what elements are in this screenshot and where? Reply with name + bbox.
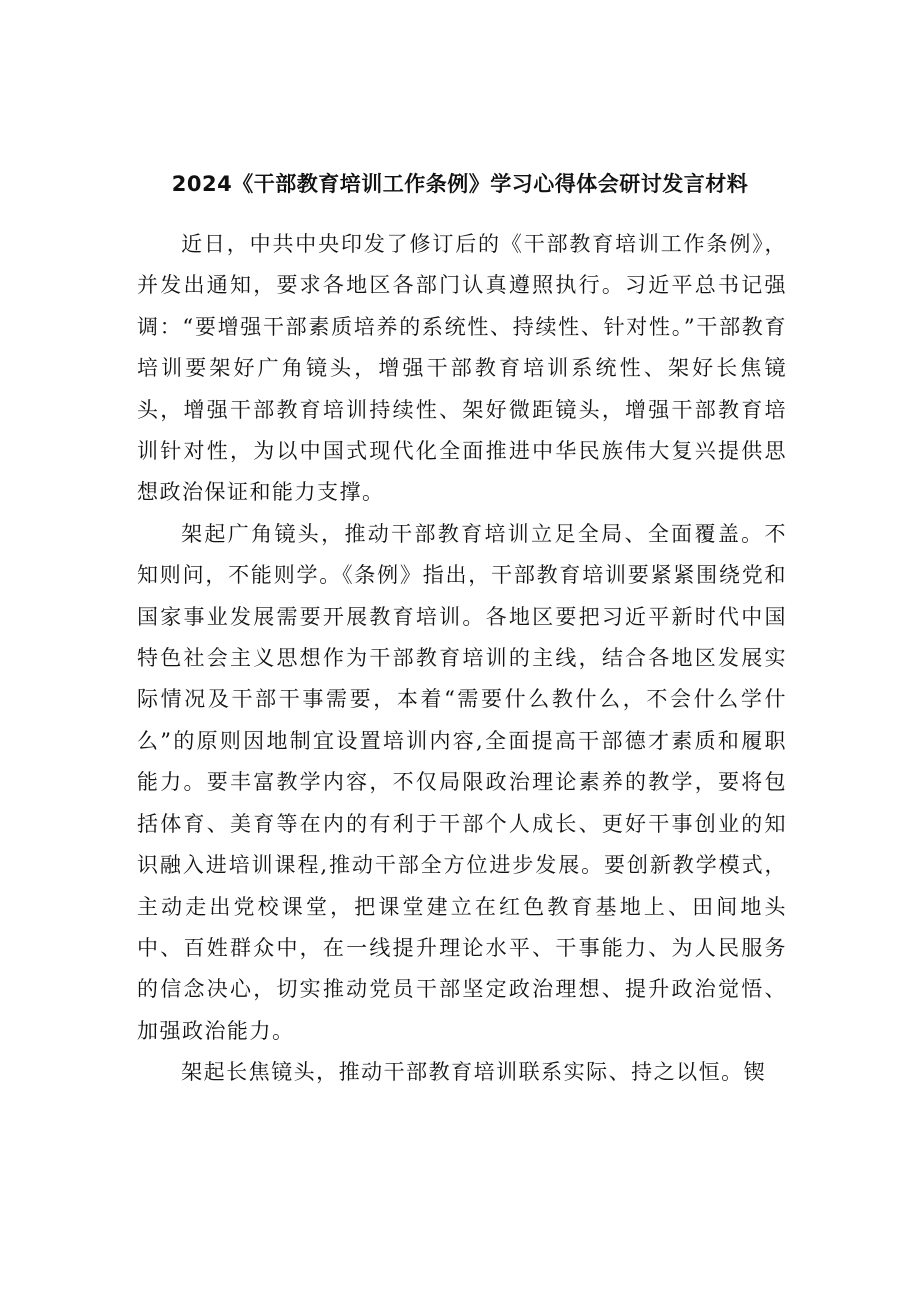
document-title: 2024《干部教育培训工作条例》学习心得体会研讨发言材料 [171,172,749,196]
paragraph-1: 近日，中共中央印发了修订后的《干部教育培训工作条例》，并发出通知，要求各地区各部门认真遵照执行。习近平总书记强调：“要增强干部素质培养的系统性、持续性、针对性。”干部教育培训要架好广角镜头，增强干部教育培训系统性、架好长焦镜头，增强干部教育培训持续性、架好微距镜头，增强干部教育培训针对性，为以中国式现代化全面推进中华民族伟大复兴提供思想政治保证和能力支撑。 [137,232,787,505]
paragraph-2: 架起广角镜头，推动干部教育培训立足全局、全面覆盖。不知则问，不能则学。《条例》指出，干部教育培训要紧紧围绕党和国家事业发展需要开展教育培训。各地区要把习近平新时代中国特色社会主义思想作为干部教育培训的主线，结合各地区发展实际情况及干部干事需要，本着“需要什么教什么，不会什么学什么”的原则因地制宜设置培训内容,全面提高干部德才素质和履职能力。要丰富教学内容，不仅局限政治理论素养的教学，要将包括体育、美育等在内的有利于干部个人成长、更好干事创业的知识融入进培训课程,推动干部全方位进步发展。要创新教学模式，主动走出党校课堂，把课堂建立在红色教育基地上、田间地头中、百姓群众中，在一线提升理论水平、干事能力、为人民服务的信念决心，切实推动党员干部坚定政治理想、提升政治觉悟、加强政治能力。 [137,521,787,1043]
document-body [137,224,787,1094]
paragraph-3: 架起长焦镜头，推动干部教育培训联系实际、持之以恒。锲 [181,1060,767,1085]
